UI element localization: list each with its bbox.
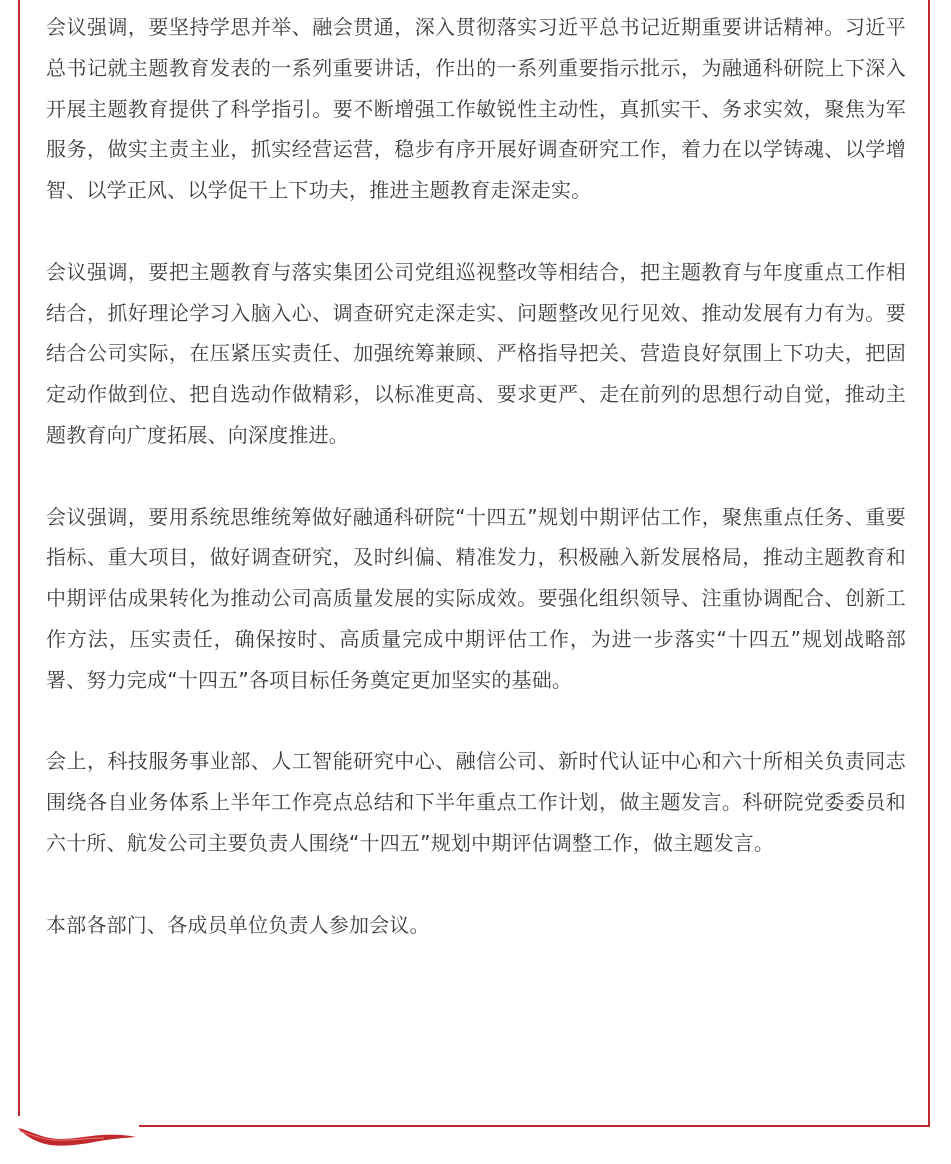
- paragraph-1: 会议强调，要坚持学思并举、融会贯通，深入贯彻落实习近平总书记近期重要讲话精神。习近平总书记就主题教育发表的一系列重要讲话，作出的一系列重要指示批示，为融通科研院上下深入开展主题教育提供了科学指引。要不断增强工作敏锐性主动性，真抓实干、务求实效，聚焦为军服务，做实主责主业，抓实经营运营，稳步有序开展好调查研究工作，着力在以学铸魂、以学增智、以学正风、以学促干上下功夫，推进主题教育走深走实。: [46, 15, 906, 203]
- paragraph-4: 会上，科技服务事业部、人工智能研究中心、融信公司、新时代认证中心和六十所相关负责同志围绕各自业务体系上半年工作亮点总结和下半年重点工作计划，做主题发言。科研院党委委员和六十所、航发公司主要负责人围绕“十四五”规划中期评估调整工作，做主题发言。: [46, 749, 906, 855]
- paragraph-3: 会议强调，要用系统思维统筹做好融通科研院“十四五”规划中期评估工作，聚焦重点任务、重要指标、重大项目，做好调查研究，及时纠偏、精准发力，积极融入新发展格局，推动主题教育和中期评估成果转化为推动公司高质量发展的实际成效。要强化组织领导、注重协调配合、创新工作方法，压实责任，确保按时、高质量完成中期评估工作，为进一步落实“十四五”规划战略部署、努力完成“十四五”各项目标任务奠定更加坚实的基础。: [46, 504, 906, 692]
- article-body: [46, 7, 906, 986]
- paragraph-2: 会议强调，要把主题教育与落实集团公司党组巡视整改等相结合，把主题教育与年度重点工作相结合，抓好理论学习入脑入心、调查研究走深走实、问题整改见行见效、推动发展有力有为。要结合公司实际，在压紧压实责任、加强统筹兼顾、严格指导把关、营造良好氛围上下功夫，把固定动作做到位、把自选动作做精彩，以标准更高、要求更严、走在前列的思想行动自觉，推动主题教育向广度拓展、向深度推进。: [46, 259, 906, 447]
- ribbon-icon: [14, 1116, 139, 1150]
- paragraph-5: 本部各部门、各成员单位负责人参加会议。: [46, 912, 430, 937]
- red-ribbon-decoration: [14, 1116, 139, 1150]
